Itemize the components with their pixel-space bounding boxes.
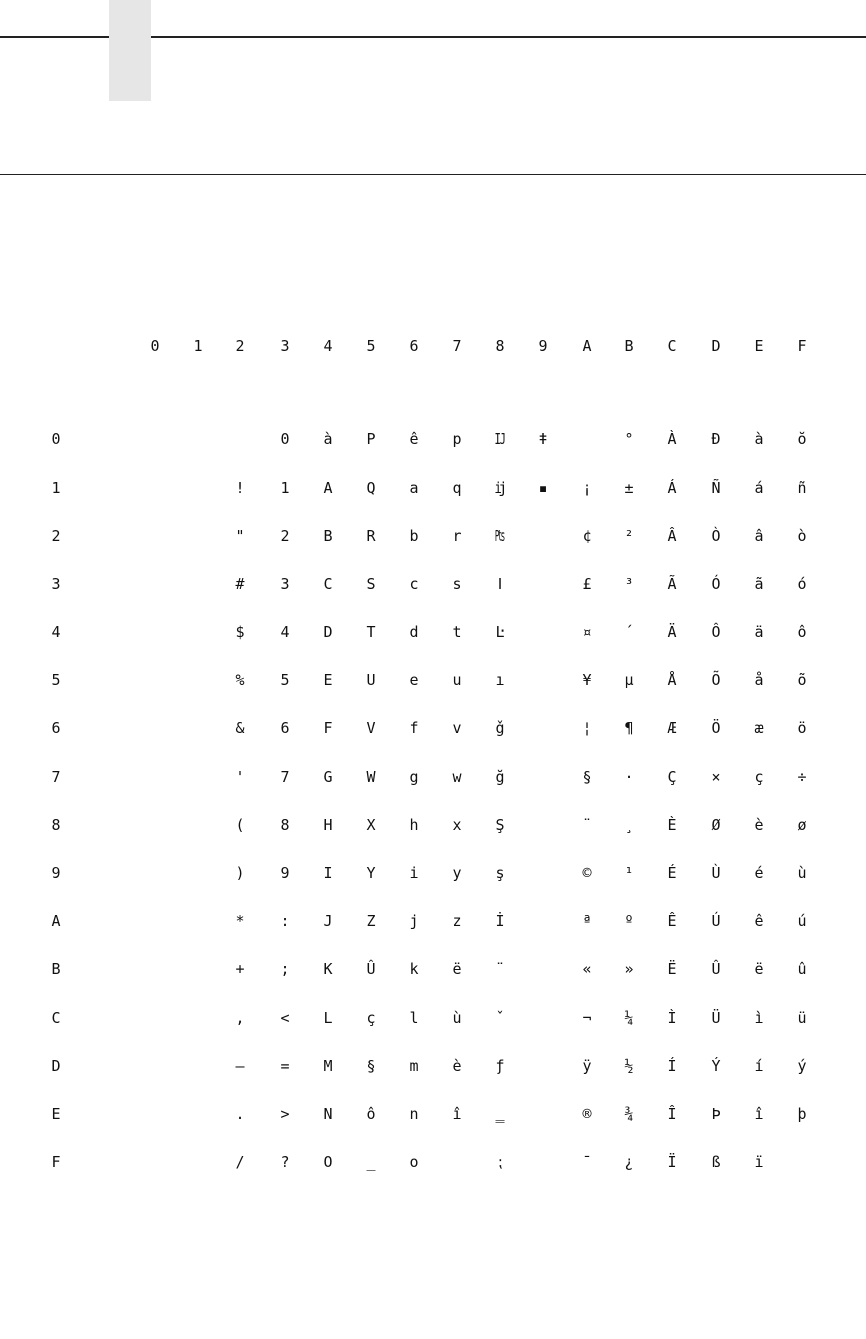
table-cell: ß [711,1153,721,1171]
table-cell: ô [797,623,807,641]
table-cell: Đ [711,430,721,448]
table-cell: J [323,912,333,930]
table-cell: , [235,1009,245,1027]
table-cell: ǀ [495,575,505,593]
table-cell: « [582,960,592,978]
table-cell: ĳ [495,479,505,497]
table-cell: ê [754,912,764,930]
table-cell: ò [797,527,807,545]
table-cell: È [667,816,677,834]
table-cell: ÿ [582,1057,592,1075]
row-header: A [51,912,61,930]
table-cell: N [323,1105,333,1123]
table-cell: A [323,479,333,497]
table-cell: î [452,1105,462,1123]
row-header: D [51,1057,61,1075]
row-header: 3 [51,575,61,593]
table-cell: Ô [711,623,721,641]
table-cell: B [323,527,333,545]
table-cell: E [323,671,333,689]
table-cell: ç [366,1009,376,1027]
table-cell: k [409,960,419,978]
table-cell: u [452,671,462,689]
table-cell: ë [754,960,764,978]
table-cell: b [409,527,419,545]
table-cell: À [667,430,677,448]
table-cell: © [582,864,592,882]
table-cell: Q [366,479,376,497]
table-cell: ® [582,1105,592,1123]
table-cell: 1 [280,479,290,497]
table-cell: ´ [624,623,634,641]
table-cell: h [409,816,419,834]
table-cell: ) [235,864,245,882]
table-cell: ! [235,479,245,497]
table-cell: ± [624,479,634,497]
table-cell: z [452,912,462,930]
table-cell: å [754,671,764,689]
table-cell: Ë [667,960,677,978]
table-cell: § [366,1057,376,1075]
table-cell: V [366,719,376,737]
table-cell: ë [452,960,462,978]
table-cell: / [235,1153,245,1171]
table-cell: Ü [711,1009,721,1027]
table-cell: 2 [280,527,290,545]
column-header: 9 [538,337,548,355]
column-header: E [754,337,764,355]
table-cell: û [797,960,807,978]
table-cell: ä [754,623,764,641]
table-cell: Ŀ [495,623,505,641]
table-cell: Æ [667,719,677,737]
table-cell: M [323,1057,333,1075]
table-cell: ¸ [624,816,634,834]
table-cell: I [323,864,333,882]
table-cell: – [235,1057,245,1075]
table-cell: ¤ [582,623,592,641]
row-header: 8 [51,816,61,834]
row-header: E [51,1105,61,1123]
row-header: 1 [51,479,61,497]
table-cell: 7 [280,768,290,786]
table-cell: Ï [667,1153,677,1171]
table-cell: ý [797,1057,807,1075]
table-cell: 6 [280,719,290,737]
table-cell: l [409,1009,419,1027]
table-cell: i [409,864,419,882]
column-header: 8 [495,337,505,355]
column-header: A [582,337,592,355]
table-cell: ¯ [582,1153,592,1171]
table-cell: Û [366,960,376,978]
table-cell: Ø [711,816,721,834]
table-cell: 4 [280,623,290,641]
table-cell: s [452,575,462,593]
row-header: 0 [51,430,61,448]
table-cell: ô [366,1105,376,1123]
table-cell: · [624,768,634,786]
table-cell: Õ [711,671,721,689]
table-cell: ‗ [495,1105,505,1123]
table-cell: ö [797,719,807,737]
row-header: F [51,1153,61,1171]
table-cell: í [754,1057,764,1075]
table-cell: g [409,768,419,786]
table-cell: t [452,623,462,641]
table-cell: Ã [667,575,677,593]
table-cell: Ú [711,912,721,930]
table-cell: é [754,864,764,882]
table-cell: : [280,912,290,930]
table-cell: x [452,816,462,834]
table-cell: ? [280,1153,290,1171]
table-cell: O [323,1153,333,1171]
table-cell: á [754,479,764,497]
table-cell: P [366,430,376,448]
table-cell: f [409,719,419,737]
table-cell: = [280,1057,290,1075]
table-cell: ú [797,912,807,930]
table-cell: ş [495,864,505,882]
table-cell: ƒ [495,1057,505,1075]
table-cell: W [366,768,376,786]
table-cell: ü [797,1009,807,1027]
table-cell: õ [797,671,807,689]
table-cell: 3 [280,575,290,593]
table-cell: ŏ [797,430,807,448]
table-cell: İ [495,912,505,930]
table-cell: æ [754,719,764,737]
table-cell: ¼ [624,1009,634,1027]
table-cell: m [409,1057,419,1075]
table-cell: 8 [280,816,290,834]
table-cell: ¿ [624,1153,634,1171]
table-cell: ' [235,768,245,786]
table-cell: % [235,671,245,689]
table-cell: Í [667,1057,677,1075]
table-cell: ( [235,816,245,834]
table-cell: â [754,527,764,545]
table-cell: H [323,816,333,834]
table-cell: ç [754,768,764,786]
table-cell: p [452,430,462,448]
table-cell: ³ [624,575,634,593]
table-cell: U [366,671,376,689]
row-header: 5 [51,671,61,689]
table-cell: ù [797,864,807,882]
table-cell: T [366,623,376,641]
table-cell: £ [582,575,592,593]
table-cell: Ñ [711,479,721,497]
table-cell: $ [235,623,245,641]
table-cell: < [280,1009,290,1027]
table-cell: ¾ [624,1105,634,1123]
table-cell: ǧ [495,719,505,737]
table-cell: þ [797,1105,807,1123]
table-cell: w [452,768,462,786]
table-cell: ¦ [582,719,592,737]
table-cell: ÷ [797,768,807,786]
table-cell: É [667,864,677,882]
table-cell: è [452,1057,462,1075]
table-cell: & [235,719,245,737]
table-cell: Ş [495,816,505,834]
table-cell: ¬ [582,1009,592,1027]
table-cell: D [323,623,333,641]
table-cell: S [366,575,376,593]
column-header: 4 [323,337,333,355]
table-cell: 5 [280,671,290,689]
table-cell: ¹ [624,864,634,882]
table-cell: q [452,479,462,497]
table-cell: ǂ [538,430,548,448]
table-cell: ï [754,1153,764,1171]
table-cell: ° [624,430,634,448]
table-cell: o [409,1153,419,1171]
column-header: 6 [409,337,419,355]
table-cell: " [235,527,245,545]
row-header: 6 [51,719,61,737]
table-cell: Ç [667,768,677,786]
row-header: 4 [51,623,61,641]
table-cell: ¶ [624,719,634,737]
table-cell: Î [667,1105,677,1123]
table-cell: ñ [797,479,807,497]
table-cell: Ö [711,719,721,737]
column-header: C [667,337,677,355]
table-cell: º [624,912,634,930]
table-cell: Y [366,864,376,882]
table-cell: L [323,1009,333,1027]
table-cell: F [323,719,333,737]
table-cell: Ì [667,1009,677,1027]
table-cell: K [323,960,333,978]
table-cell: î [754,1105,764,1123]
table-cell: * [235,912,245,930]
table-cell: è [754,816,764,834]
column-header: 7 [452,337,462,355]
column-header: F [797,337,807,355]
table-cell: a [409,479,419,497]
table-cell: Â [667,527,677,545]
table-cell: ¥ [582,671,592,689]
table-cell: » [624,960,634,978]
table-cell: > [280,1105,290,1123]
row-header: C [51,1009,61,1027]
table-cell: ó [797,575,807,593]
column-header: 0 [150,337,160,355]
table-cell: ⁏ [497,1153,503,1171]
table-cell: ¢ [582,527,592,545]
table-cell: e [409,671,419,689]
table-cell: Ê [667,912,677,930]
table-cell: n [409,1105,419,1123]
table-cell: × [711,768,721,786]
table-cell: ı [495,671,505,689]
table-cell: c [409,575,419,593]
table-cell: ¡ [582,479,592,497]
column-header: 1 [193,337,203,355]
row-header: 9 [51,864,61,882]
table-cell: ˇ [495,1009,505,1027]
table-cell: ₧ [495,527,505,545]
table-cell: ù [452,1009,462,1027]
table-cell: 9 [280,864,290,882]
table-cell: ¨ [495,960,505,978]
table-cell: ▪ [538,479,548,497]
table-cell: Å [667,671,677,689]
table-cell: Ó [711,575,721,593]
table-cell: Ò [711,527,721,545]
column-header: B [624,337,634,355]
table-cell: C [323,575,333,593]
table-cell: ª [582,912,592,930]
table-cell: Ĳ [495,430,505,448]
table-cell: ø [797,816,807,834]
table-cell: 0 [280,430,290,448]
table-cell: X [366,816,376,834]
column-header: 3 [280,337,290,355]
table-cell: G [323,768,333,786]
table-cell: ; [280,960,290,978]
column-header: 5 [366,337,376,355]
table-cell: # [235,575,245,593]
row-header: 7 [51,768,61,786]
table-cell: y [452,864,462,882]
table-cell: ã [754,575,764,593]
table-cell: v [452,719,462,737]
table-cell: ½ [624,1057,634,1075]
table-cell: _ [366,1153,376,1171]
table-cell: Û [711,960,721,978]
column-header: D [711,337,721,355]
table-cell: Þ [711,1105,721,1123]
table-cell: R [366,527,376,545]
table-cell: ì [754,1009,764,1027]
table-cell: r [452,527,462,545]
table-cell: Z [366,912,376,930]
table-cell: µ [624,671,634,689]
table-cell: ê [409,430,419,448]
table-cell: Ý [711,1057,721,1075]
table-cell: Á [667,479,677,497]
table-cell: § [582,768,592,786]
table-cell: à [323,430,333,448]
table-cell: ğ [495,768,505,786]
table-cell: Ä [667,623,677,641]
row-header: 2 [51,527,61,545]
table-cell: d [409,623,419,641]
row-header: B [51,960,61,978]
table-cell: Ù [711,864,721,882]
table-cell: . [235,1105,245,1123]
table-cell: j [409,912,419,930]
column-header: 2 [235,337,245,355]
table-cell: ¨ [582,816,592,834]
table-cell: à [754,430,764,448]
table-cell: + [235,960,245,978]
table-cell: ² [624,527,634,545]
